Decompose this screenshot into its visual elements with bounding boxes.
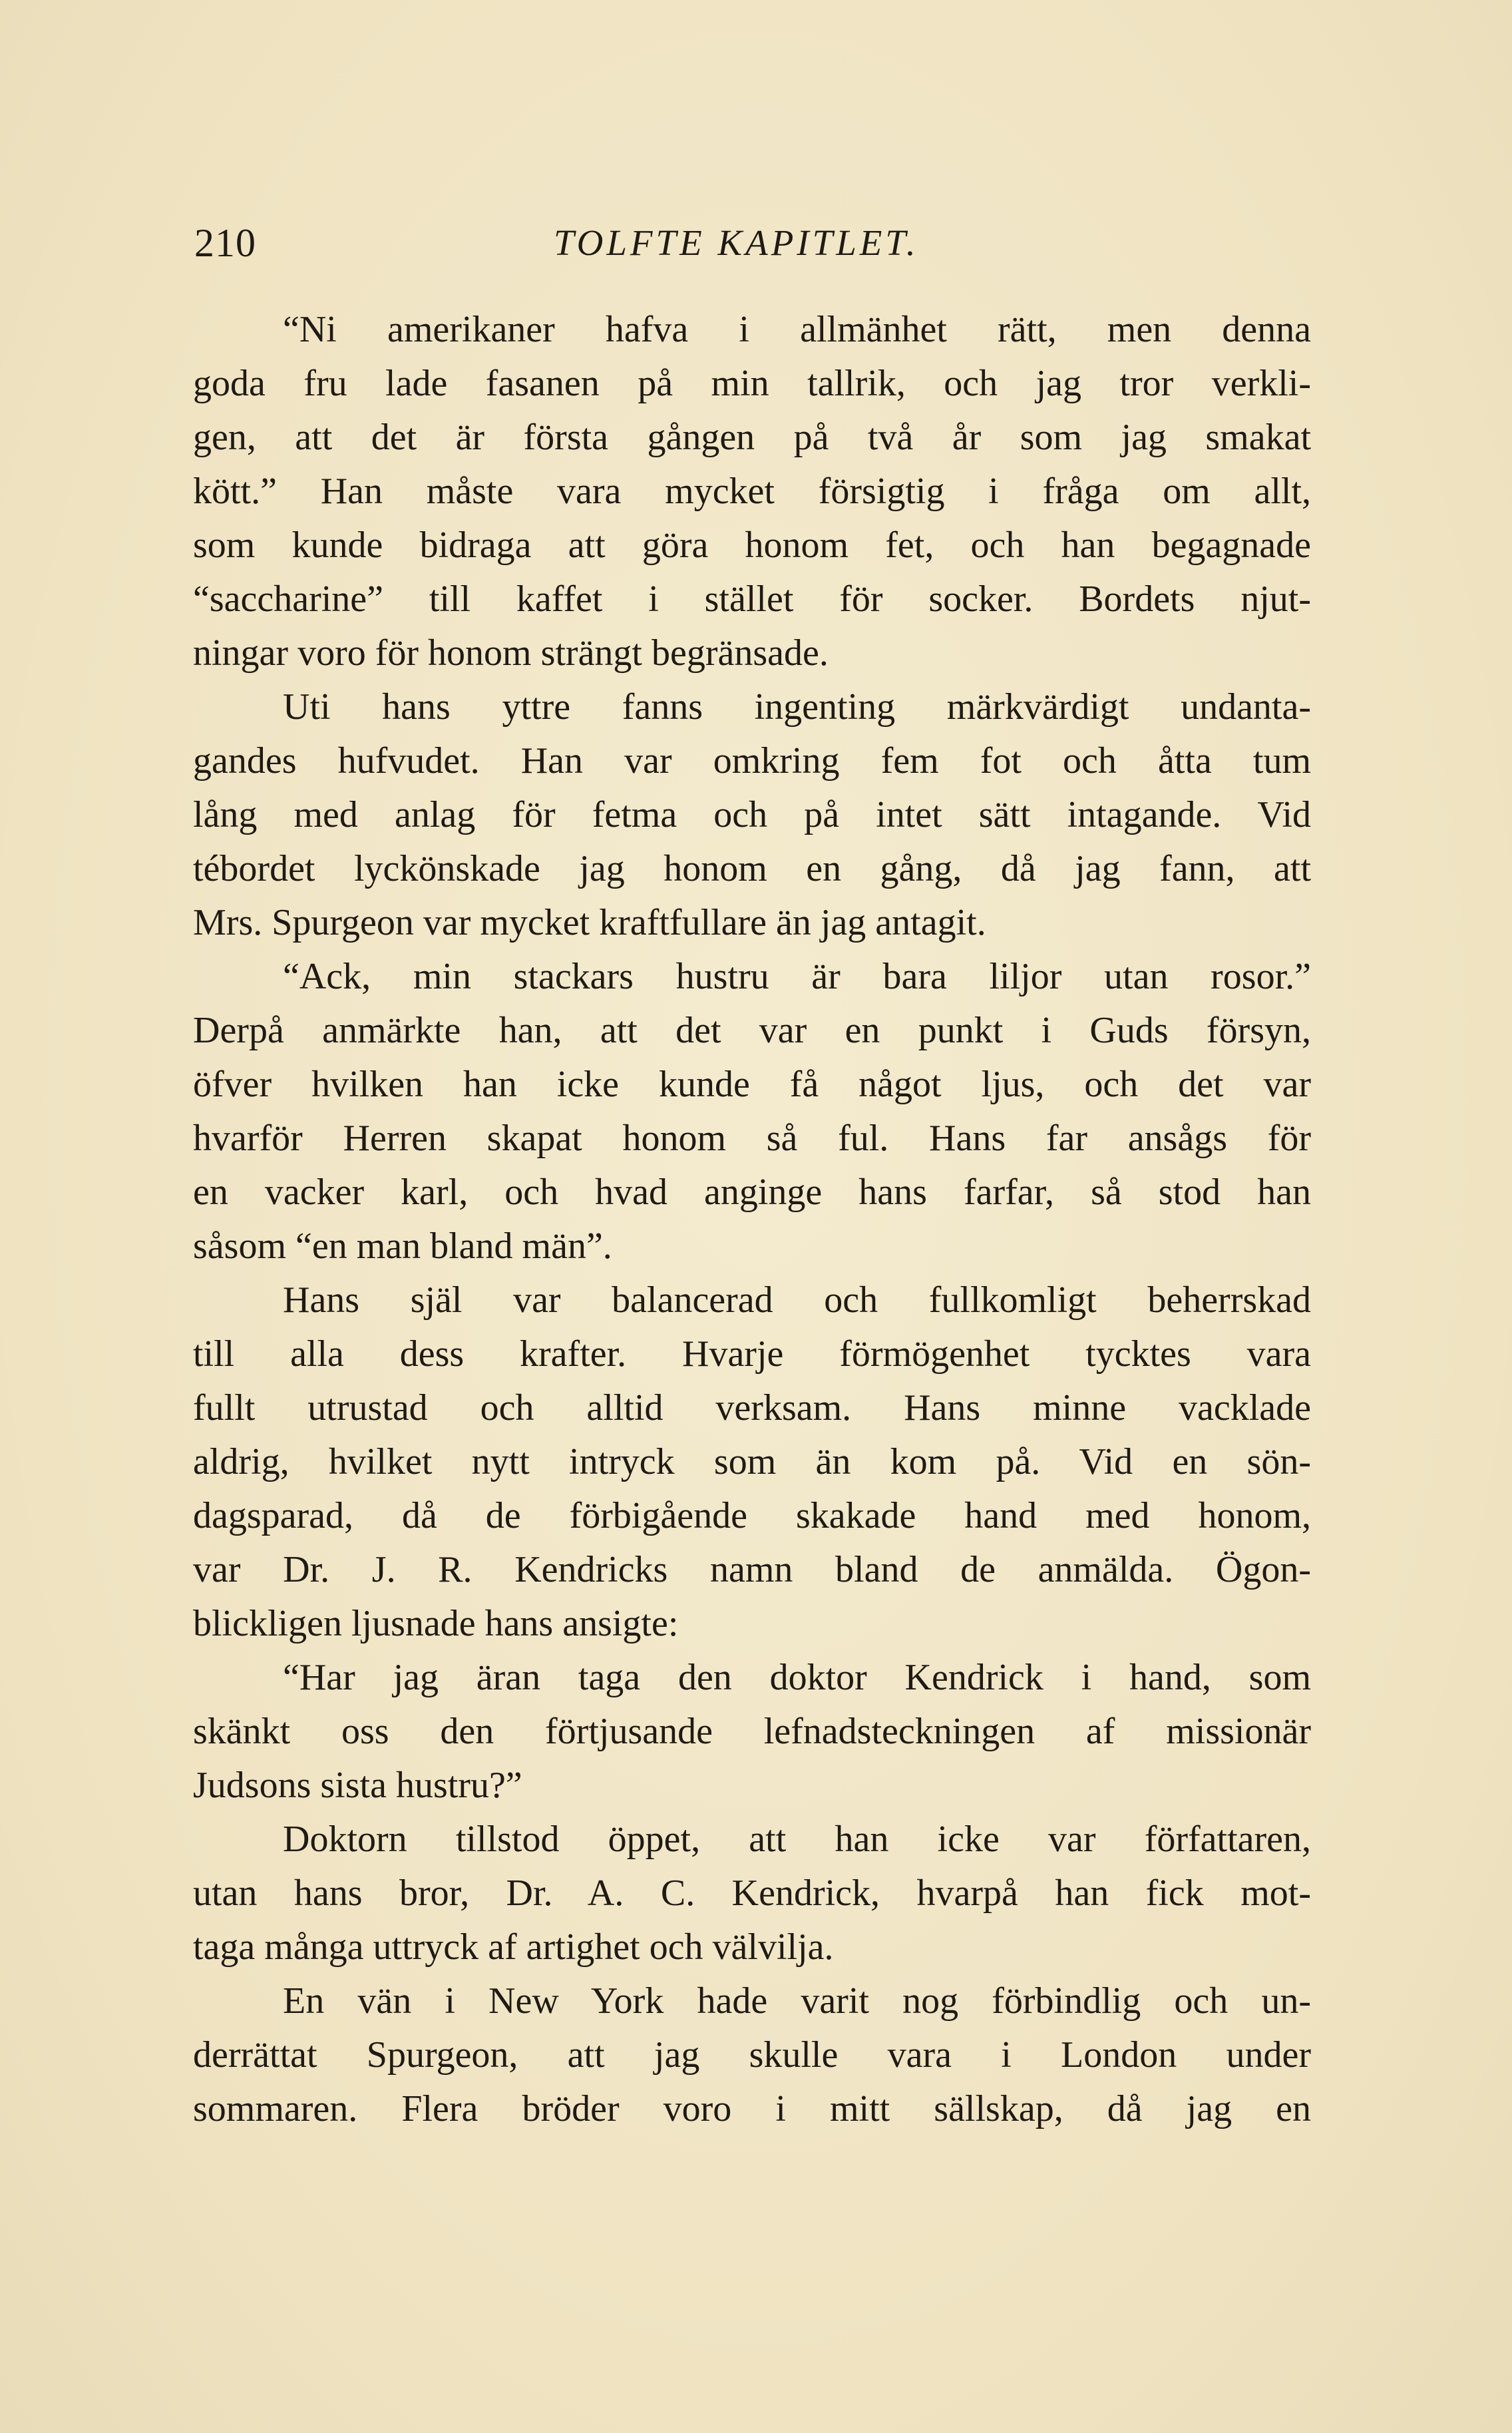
text-line: Hans själ var balancerad och fullkomligt beherrskad: [283, 1279, 1311, 1321]
text-line: öfver hvilken han icke kunde få något ljus, och det var: [193, 1064, 1311, 1105]
text-line: blickligen ljusnade hans ansigte:: [193, 1603, 679, 1644]
running-head: TOLFTE KAPITLET.: [554, 222, 919, 263]
text-line: gandes hufvudet. Han var omkring fem fot och åtta tum: [193, 740, 1311, 781]
text-line: såsom “en man bland män”.: [193, 1225, 612, 1267]
text-line: Mrs. Spurgeon var mycket kraftfullare än jag antagit.: [193, 902, 986, 943]
body-text: [193, 303, 1311, 2136]
text-line: Judsons sista hustru?”: [193, 1765, 522, 1806]
text-line: till alla dess krafter. Hvarje förmögenhet tycktes vara: [193, 1333, 1311, 1375]
text-line: Doktorn tillstod öppet, att han icke var författaren,: [283, 1819, 1311, 1860]
text-line: en vacker karl, och hvad anginge hans farfar, så stod han: [193, 1172, 1311, 1213]
text-line: som kunde bidraga att göra honom fet, och han begagnade: [193, 525, 1311, 566]
text-line: dagsparad, då de förbigående skakade hand med honom,: [193, 1495, 1311, 1536]
text-line: gen, att det är första gången på två år som jag smakat: [193, 417, 1311, 458]
text-line: ningar voro för honom strängt begränsade.: [193, 632, 829, 674]
text-line: En vän i New York hade varit nog förbindlig och un-: [283, 1980, 1311, 2022]
text-line: taga många uttryck af artighet och välvilja.: [193, 1926, 834, 1968]
text-line: derrättat Spurgeon, att jag skulle vara i London under: [193, 2034, 1311, 2076]
text-line: Derpå anmärkte han, att det var en punkt i Guds försyn,: [193, 1010, 1311, 1051]
text-line: tébordet lyckönskade jag honom en gång, då jag fann, att: [193, 848, 1311, 889]
text-line: “saccharine” till kaffet i stället för socker. Bordets njut-: [193, 578, 1311, 620]
text-line: skänkt oss den förtjusande lefnadsteckningen af missionär: [193, 1711, 1311, 1752]
text-line: goda fru lade fasanen på min tallrik, och jag tror verkli-: [193, 363, 1311, 404]
text-line: “Ni amerikaner hafva i allmänhet rätt, men denna: [283, 309, 1311, 350]
text-line: fullt utrustad och alltid verksam. Hans minne vacklade: [193, 1387, 1311, 1429]
text-line: kött.” Han måste vara mycket försigtig i fråga om allt,: [193, 471, 1311, 512]
text-line: hvarför Herren skapat honom så ful. Hans far ansågs för: [193, 1118, 1311, 1159]
text-line: var Dr. J. R. Kendricks namn bland de anmälda. Ögon-: [193, 1549, 1311, 1590]
text-line: “Ack, min stackars hustru är bara liljor utan rosor.”: [283, 956, 1311, 997]
text-line: aldrig, hvilket nytt intryck som än kom på. Vid en sön-: [193, 1441, 1311, 1482]
text-line: lång med anlag för fetma och på intet sätt intagande. Vid: [193, 794, 1311, 835]
text-line: sommaren. Flera bröder voro i mitt sällskap, då jag en: [193, 2088, 1311, 2129]
page-number: 210: [194, 221, 256, 265]
page-header: [194, 220, 1326, 266]
text-line: Uti hans yttre fanns ingenting märkvärdigt undanta-: [283, 686, 1311, 728]
text-line: utan hans bror, Dr. A. C. Kendrick, hvarpå han fick mot-: [193, 1873, 1311, 1914]
text-line: “Har jag äran taga den doktor Kendrick i hand, som: [283, 1657, 1311, 1698]
